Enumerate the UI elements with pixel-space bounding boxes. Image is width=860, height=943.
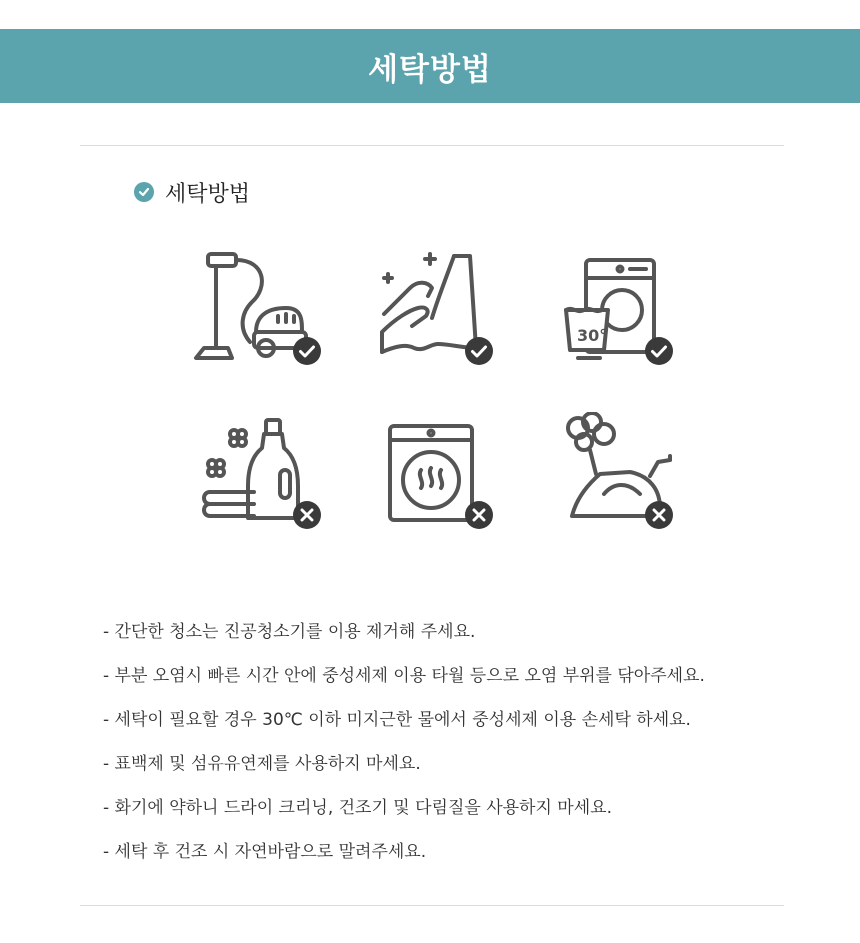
care-instructions-list (103, 610, 705, 874)
not-allowed-x-icon (292, 500, 322, 530)
instruction-item: - 부분 오염시 빠른 시간 안에 중성세제 이용 타월 등으로 오염 부위를 닦아주세요. (103, 666, 705, 686)
vacuum-cleaner-icon (186, 248, 326, 368)
instruction-item: - 화기에 약하니 드라이 크리닝, 건조기 및 다림질을 사용하지 마세요. (103, 798, 612, 818)
allowed-check-icon (464, 336, 494, 366)
section-title: 세탁방법 (165, 181, 251, 207)
not-allowed-x-icon (464, 500, 494, 530)
allowed-check-icon (644, 336, 674, 366)
instruction-item: - 세탁 후 건조 시 자연바람으로 말려주세요. (103, 842, 427, 862)
fabric-softener-icon (196, 414, 336, 534)
tumble-dryer-icon (380, 414, 520, 534)
header-banner (0, 29, 860, 103)
hand-wipe-icon (366, 248, 506, 368)
bottom-divider (80, 905, 784, 906)
steam-iron-icon (560, 412, 700, 532)
section-heading (134, 178, 250, 206)
instruction-item: - 표백제 및 섬유유연제를 사용하지 마세요. (103, 754, 421, 774)
instruction-item: - 세탁이 필요할 경우 30℃ 이하 미지근한 물에서 중성세제 이용 손세탁 하세요. (103, 710, 691, 730)
wash-temperature-label: 30° (577, 326, 608, 345)
check-circle-icon (134, 182, 154, 202)
top-divider (80, 145, 784, 146)
not-allowed-x-icon (644, 500, 674, 530)
machine-wash-30-icon (560, 248, 700, 368)
banner-title: 세탁방법 (368, 51, 492, 88)
instruction-item: - 간단한 청소는 진공청소기를 이용 제거해 주세요. (103, 622, 476, 642)
allowed-check-icon (292, 336, 322, 366)
